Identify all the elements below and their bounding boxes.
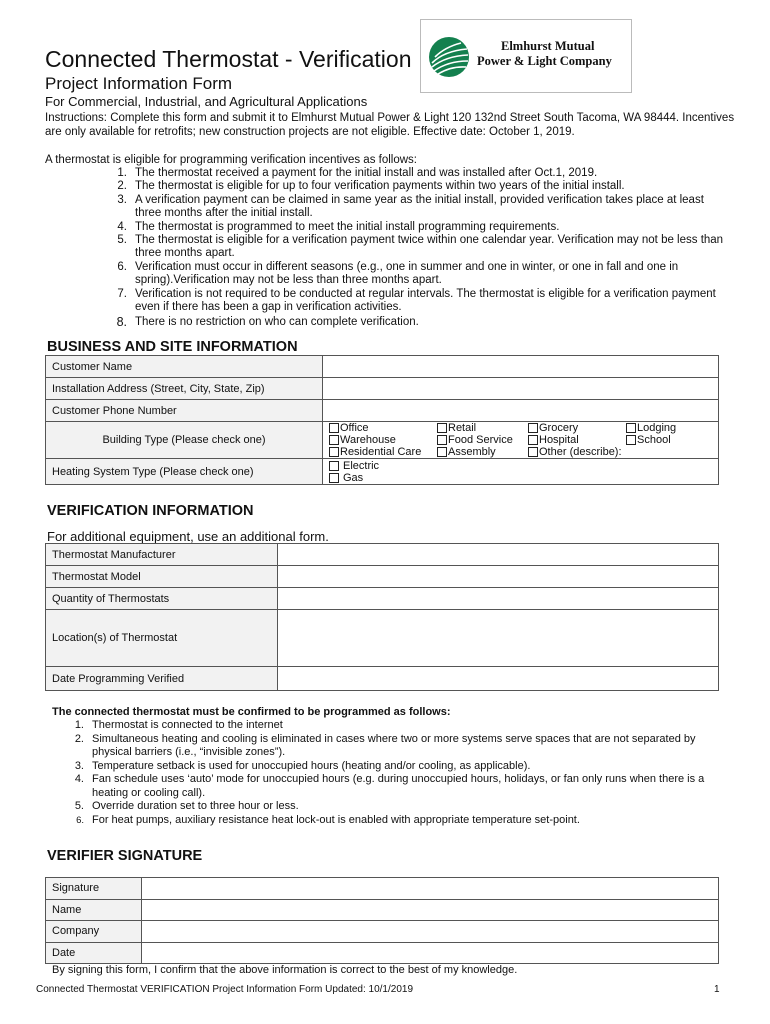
building-type-option[interactable] (437, 422, 528, 434)
item-number: 1. (117, 167, 127, 179)
quantity-field[interactable] (278, 588, 719, 610)
instructions: Instructions: Complete this form and submit it to Elmhurst Mutual Power & Light 120 132nd Street South Tacoma, WA 98444. Incentives are only available for retrofits; new construction projects are not eligible. Effective date: October 1, 2019. (45, 112, 735, 138)
company-label: Company (46, 921, 142, 943)
customer-name-field[interactable] (323, 356, 719, 378)
name-label: Name (46, 899, 142, 921)
footer-form-name: Connected Thermostat VERIFICATION Project Information Form Updated: 10/1/2019 (36, 984, 414, 995)
building-type-option[interactable] (329, 422, 437, 434)
eligibility-intro: A thermostat is eligible for programming verification incentives as follows: (45, 154, 417, 166)
item-number: 6. (117, 260, 127, 273)
business-info-table (45, 355, 719, 485)
building-type-option[interactable] (528, 446, 626, 458)
checkbox[interactable] (329, 435, 339, 445)
locations-label: Location(s) of Thermostat (46, 610, 278, 667)
item-number: 7. (117, 287, 127, 300)
heating-type-label: Heating System Type (Please check one) (46, 459, 323, 485)
option-label: Other (describe): (539, 446, 622, 458)
table-row (46, 544, 719, 566)
checkbox[interactable] (437, 423, 447, 433)
item-number: 1. (74, 719, 84, 731)
item-text: The thermostat is programmed to meet the initial install programming requirements. (135, 220, 560, 233)
building-type-option[interactable] (528, 422, 626, 434)
date-field[interactable] (142, 942, 719, 964)
table-row (46, 610, 719, 667)
building-type-label: Building Type (Please check one) (46, 422, 323, 459)
manufacturer-label: Thermostat Manufacturer (46, 544, 278, 566)
item-number: 5. (117, 234, 127, 247)
table-row (46, 566, 719, 588)
heating-type-option[interactable] (329, 460, 718, 472)
signature-statement: By signing this form, I confirm that the above information is correct to the best of my knowledge. (52, 964, 518, 976)
checkbox[interactable] (329, 473, 339, 483)
building-type-option[interactable] (437, 446, 528, 458)
option-label: Lodging (637, 422, 677, 434)
checkbox[interactable] (329, 423, 339, 433)
table-row (46, 878, 719, 900)
page-number: 1 (714, 984, 720, 995)
table-row (46, 400, 719, 422)
list-item (105, 316, 725, 329)
item-text: Verification must occur in different seasons (e.g., one in summer and one in winter, or one in fall and one in spring).Verification may not be less than three months apart. (135, 260, 679, 287)
item-text: Simultaneous heating and cooling is eliminated in cases where two or more systems serve spaces that are not separated by physical barriers (i.e., “invisible zones”). (92, 732, 696, 758)
list-item (105, 261, 725, 288)
name-field[interactable] (142, 899, 719, 921)
list-item (105, 234, 725, 261)
option-label: Electric (343, 459, 380, 472)
customer-name-label: Customer Name (46, 356, 323, 378)
table-row (46, 921, 719, 943)
table-row (46, 356, 719, 378)
option-label: Retail (448, 422, 477, 434)
table-row (46, 422, 719, 459)
page-title: Connected Thermostat - Verification (45, 46, 412, 72)
building-type-options (323, 422, 719, 459)
signature-label: Signature (46, 878, 142, 900)
option-label: Food Service (448, 434, 513, 446)
locations-field[interactable] (278, 610, 719, 667)
option-label: School (637, 434, 671, 446)
item-number: 2. (74, 732, 84, 745)
verification-info-table (45, 543, 719, 691)
table-row (46, 459, 719, 485)
checkbox[interactable] (626, 435, 636, 445)
checkbox[interactable] (437, 447, 447, 457)
item-text: Verification is not required to be conducted at regular intervals. The thermostat is eligible for a verification payment even if there has been a gap in verification activities. (135, 287, 716, 314)
company-logo (420, 19, 632, 93)
building-type-option[interactable] (329, 434, 437, 446)
item-number: 6. (76, 814, 84, 826)
list-item (105, 194, 725, 221)
model-label: Thermostat Model (46, 566, 278, 588)
checkbox[interactable] (528, 447, 538, 457)
customer-phone-label: Customer Phone Number (46, 400, 323, 422)
item-number: 4. (74, 773, 84, 785)
option-label: Office (340, 422, 369, 434)
manufacturer-field[interactable] (278, 544, 719, 566)
company-name (477, 39, 629, 69)
item-text: A verification payment can be claimed in same year as the initial install, provided verification takes place at least three months after the initial install. (135, 193, 704, 220)
field-rows-logo-icon (429, 37, 469, 77)
building-type-option[interactable] (626, 422, 716, 434)
checkbox[interactable] (528, 435, 538, 445)
installation-address-field[interactable] (323, 378, 719, 400)
company-name-line1: Elmhurst Mutual (501, 39, 595, 53)
list-item (105, 167, 725, 180)
signature-field[interactable] (142, 878, 719, 900)
item-text: Fan schedule uses ‘auto’ mode for unoccupied hours (e.g. during unoccupied hours, holidays, or fan only runs when there is a heating or cooling call). (92, 773, 705, 799)
verification-note: For additional equipment, use an additional form. (47, 529, 329, 544)
company-field[interactable] (142, 921, 719, 943)
option-label: Grocery (539, 422, 579, 434)
list-item (62, 814, 722, 828)
signature-section-heading: VERIFIER SIGNATURE (47, 848, 203, 864)
option-label: Gas (343, 471, 364, 484)
list-item (62, 719, 722, 733)
table-row (46, 899, 719, 921)
building-type-option[interactable] (437, 434, 528, 446)
business-section-heading: BUSINESS AND SITE INFORMATION (47, 339, 298, 355)
customer-phone-field[interactable] (323, 400, 719, 422)
verification-section-heading: VERIFICATION INFORMATION (47, 503, 254, 519)
checkbox[interactable] (626, 423, 636, 433)
quantity-label: Quantity of Thermostats (46, 588, 278, 610)
table-row (46, 588, 719, 610)
item-number: 5. (74, 800, 84, 812)
list-item (105, 288, 725, 315)
table-row (46, 378, 719, 400)
list-item (62, 800, 722, 814)
installation-address-label: Installation Address (Street, City, State, Zip) (46, 378, 323, 400)
table-row (46, 942, 719, 964)
option-label: Assembly (448, 446, 496, 458)
list-item (62, 760, 722, 774)
list-item (105, 180, 725, 193)
item-text: Override duration set to three hour or less. (92, 800, 299, 812)
building-type-option[interactable] (528, 434, 626, 446)
confirmation-heading: The connected thermostat must be confirmed to be programmed as follows: (52, 706, 451, 718)
item-number: 2. (117, 180, 127, 193)
item-text: The thermostat is eligible for a verification payment twice within one calendar year. Verification may not be less than three months apart. (135, 234, 724, 260)
checkbox[interactable] (329, 447, 339, 457)
eligibility-list (105, 167, 725, 330)
list-item (105, 221, 725, 234)
checkbox[interactable] (329, 461, 339, 471)
checkbox[interactable] (437, 435, 447, 445)
model-field[interactable] (278, 566, 719, 588)
date-verified-label: Date Programming Verified (46, 667, 278, 691)
heating-type-options (323, 459, 719, 485)
option-label: Warehouse (340, 434, 396, 446)
applications-note: For Commercial, Industrial, and Agricultural Applications (45, 94, 368, 109)
building-type-option[interactable] (626, 434, 716, 446)
option-label: Hospital (539, 434, 579, 446)
company-name-line2: Power & Light Company (477, 54, 612, 68)
item-number: 4. (117, 220, 127, 233)
item-number: 8. (116, 315, 127, 330)
item-text: Thermostat is connected to the internet (92, 719, 283, 731)
list-item (62, 773, 722, 800)
item-text: The thermostat received a payment for the initial install and was installed after Oct.1, 2019. (135, 167, 598, 179)
item-text: There is no restriction on who can complete verification. (135, 316, 419, 329)
signature-table (45, 877, 719, 964)
table-row (46, 667, 719, 691)
page-subtitle: Project Information Form (45, 74, 233, 93)
item-text: The thermostat is eligible for up to four verification payments within two years of the initial install. (135, 180, 625, 193)
checkbox[interactable] (528, 423, 538, 433)
item-number: 3. (117, 193, 127, 206)
heating-type-option[interactable] (329, 472, 718, 484)
date-label: Date (46, 942, 142, 964)
building-type-option[interactable] (329, 446, 437, 458)
option-label: Residential Care (340, 446, 422, 458)
item-number: 3. (74, 759, 84, 772)
confirmation-list (62, 719, 722, 827)
item-text: For heat pumps, auxiliary resistance heat lock-out is enabled with appropriate temperature set-point. (92, 813, 580, 826)
list-item (62, 733, 722, 760)
item-text: Temperature setback is used for unoccupied hours (heating and/or cooling, as applicable). (92, 759, 531, 772)
date-verified-field[interactable] (278, 667, 719, 691)
